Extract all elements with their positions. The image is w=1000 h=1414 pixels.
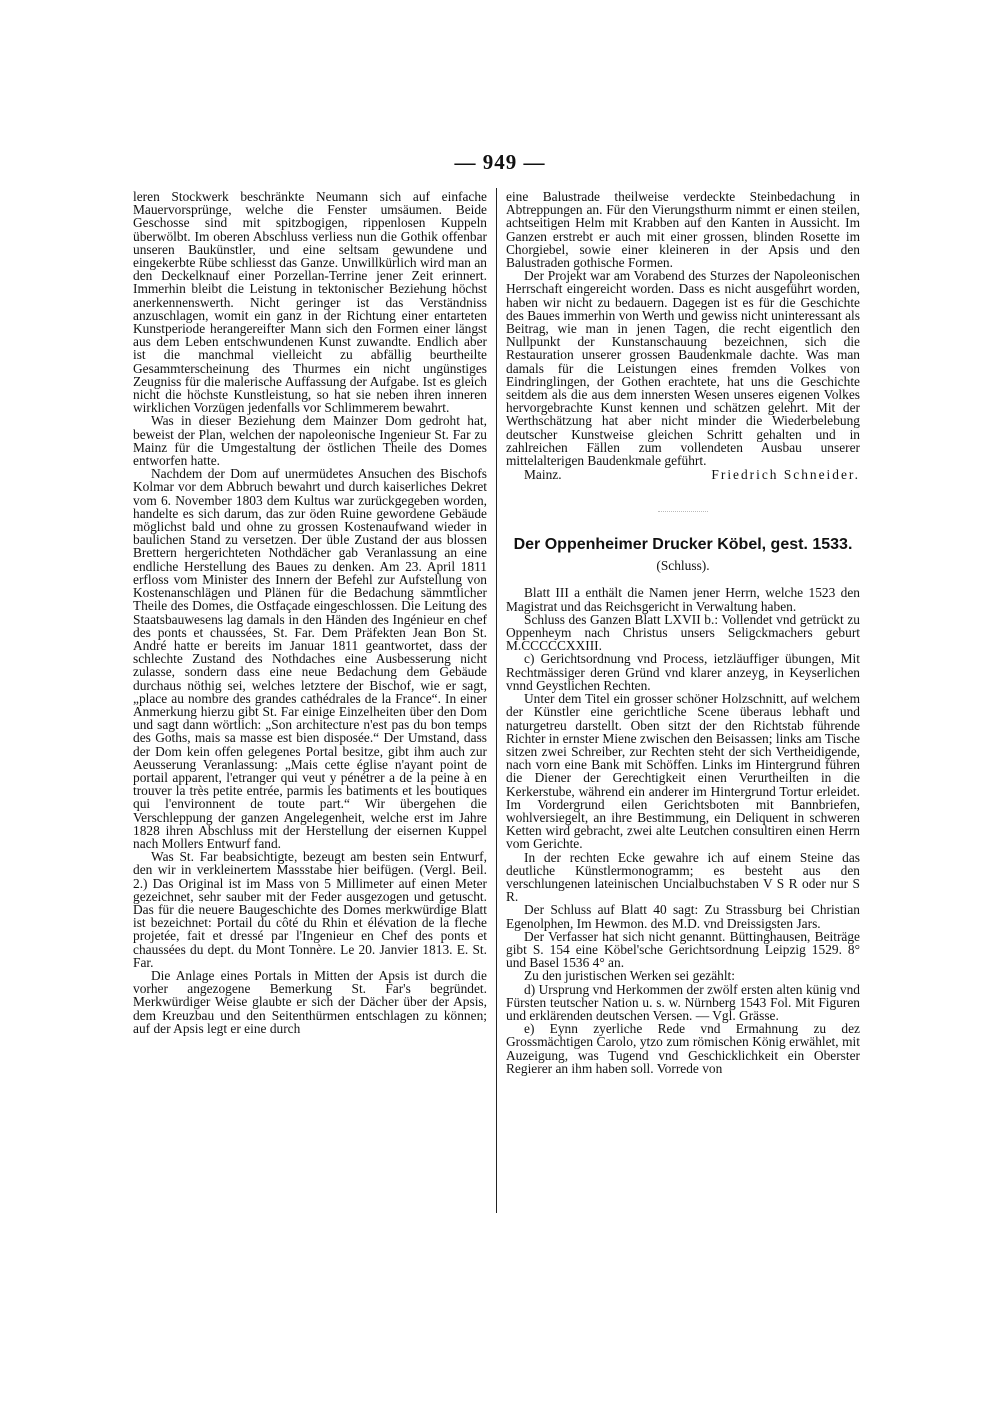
article-paragraph-9: d) Ursprung vnd Herkommen der zwölf ersten alten künig vnd Fürsten teutscher Nation u. s. w. Nürnberg 1543 Fol. Mit Figuren und erklärenden deutschen Versen. — Vgl. Grässe.	[506, 981, 860, 1023]
left-column	[133, 190, 487, 1035]
article-paragraph-2: Schluss des Ganzen Blatt LXVII b.: Vollendet vnd getrückt zu Oppenheym nach Christus unsers Seligckmachers geburt M.CCCCCXXIII.	[506, 611, 860, 654]
right-paragraph-1: eine Balustrade theilweise verdeckte Steinbedachung in Abtreppungen an. Für den Vierungsthurm nimmt er einen steilen, achtseitigen Helm mit Krabben auf den Kanten in Aussicht. Im Ganzen erstrebt er auch mit einer grossen, blinden Rosette im Chorgiebel, sowie einer kleineren in der Apsis und den Balustraden gothische Formen.	[506, 189, 860, 271]
left-paragraph-1: leren Stockwerk beschränkte Neumann sich auf einfache Mauervorsprünge, welche die Fenster umsäumen. Beide Geschosse sind mit spitzbogigen, rippenlosen Kuppeln überwölbt. Im oberen Abschluss verliess nun die Gothik offenbar unseren Baukünstler, und eine seltsam gewundene und eingekerbte Rübe schliesst das Ganze. Unwillkürlich wird man an den Deckelknauf einer Porzellan-Terrine jener Zeit erinnert. Immerhin bleibt die Leistung in tektonischer Beziehung höchst anerkennenswerth. Nicht geringer ist das Verständniss anzuschlagen, womit ein ganz in der Richtung einer entarteten Kunstperiode herangereifter Mann sich den Formen einer längst aus dem Leben entschwundenen Kunst zuwandte. Endlich aber ist die manchmal vielleicht zu abfällig beurtheilte Gesammterscheinung des Thurmes ein nicht ungünstiges Zeugniss für die malerische Auffassung der Aufgabe. Ist es gleich nicht die höchste Kunstleistung, so hat sie neben ihren inneren wirklichen Vorzügen jedenfalls vor Schlimmerem bewahrt.	[133, 189, 487, 416]
article-subtitle: (Schluss).	[656, 558, 710, 574]
right-column	[506, 190, 860, 1075]
article-paragraph-10: e) Eynn zyerliche Rede vnd Ermahnung zu dez Grossmächtigen Carolo, ytzo zum römischen König erwählet, mit Auzeigung, was Tugend vnd Geschicklichkeit ein Oberster Regierer an ihm haben soll. Vorrede von	[506, 1021, 860, 1076]
signature-author: Friedrich Schneider.	[711, 467, 860, 483]
article-paragraph-6: Der Schluss auf Blatt 40 sagt: Zu Strassburg bei Christian Egenolphen, Im Hewmon. des M.D. vnd Dreissigsten Jars.	[506, 902, 860, 931]
article-paragraph-8: Zu den juristischen Werken sei gezählt:	[524, 968, 735, 984]
article-paragraph-4: Unter dem Titel ein grosser schöner Holzschnitt, auf welchem der Künstler eine gerichtliche Scene überaus lebhaft und naturgetreu darstellt. Oben sitzt der den Richtstab führende Richter in ernster Miene zwischen den Beisassen; links am Tische sitzen zwei Schreiber, zur Rechten steht der sich Vertheidigende, nach vorn eine Bank mit Schöffen. Links im Hintergrund führen die Diener der Gerechtigkeit einen Verurtheilten in die Kerkerstube, während ein anderer im Hintergrund Tortur erleidet. Im Vordergrund eilen Gerichtsboten mit Bannbriefen, wohlversiegelt, an ihre Bestimmung, ein Deliquent in schweren Ketten wird gebracht, zwei alte Leutchen consultiren einen Herrn vom Gerichte.	[506, 691, 860, 852]
left-paragraph-5: Die Anlage eines Portals in Mitten der Apsis ist durch die vorher angezogene Bemerkung St. Far's begründet. Merkwürdiger Weise glaubte er sich der Dächer über der Apsis, dem Kreuzbau und den Seitenthürmen entschlagen zu können; auf der Apsis legt er eine durch	[133, 967, 487, 1036]
left-paragraph-3: Nachdem der Dom auf unermüdetes Ansuchen des Bischofs Kolmar vor dem Abbruch bewahrt und durch kaiserliches Dekret vom 6. November 1803 dem Kultus war zurückgegeben worden, handelte es sich darum, das zur öden Ruine gewordene Gebäude möglichst bald und ohne zu grossen Kostenaufwand wieder in baulichen Stand zu versetzen. Der üble Zustand der aus blossen Brettern hergerichteten Nothdächer gab Veranlassung an eine endliche Herstellung des Baues zu denken. Am 23. April 1811 erfloss vom Minister des Innern der Befehl zur Aufstellung von Kostenanschlägen und Plänen für die Bedachung sämmtlicher Theile des Domes, die Ostfaçade eingeschlossen. Die Leitung des Staatsbauwesens lag damals in den Händen des Ingénieur en chef des ponts et chaussées, St. Far. Dem Präfekten Jean Bon St. André hatte er bereits im Januar 1811 geantwortet, dass der schlechte Zustand des Nothdaches eine Ausbesserung nicht zulasse, sondern dass eine neue Bedachung dem Gebäude durchaus nöthig sei, welches letztere der Bischof, wie er sagt, „place au nombre des grandes cathédrales de la France“. In einer Anmerkung hierzu gibt St. Far einige Einzelheiten über den Dom und sagt dann wörtlich: „Son architecture n'est pas du bon temps des Goths, mais sa masse est bien disposée.“ Der Umstand, dass der Dom kein offen gelegenes Portal besitze, gibt ihm auch zur Aeusserung Veranlassung: „Mais cette église n'ayant point de portail apparent, l'etranger qui veut y pénétrer a de la peine à en trouver la très petite entrée, parmis les batiments et les boutiques qui l'environnent de toute part.“ Wir übergehen die Verschleppung der ganzen Angelegenheit, welche erst im Jahre 1828 ihren Abschluss mit der Herstellung der eisernen Kuppel nach Mollers Entwurf fand.	[133, 466, 487, 851]
right-paragraph-2: Der Projekt war am Vorabend des Sturzes der Napoleonischen Herrschaft eingereicht worden. Dass es nicht ausgeführt worden, haben wir nicht zu bedauern. Dagegen ist es für die Geschichte des Baues immerhin von Werth und gewiss nicht uninteressant als Beitrag, wie man in jenen Tagen, die recht eigentlich den Nullpunkt der Kunstanschauung bezeichnen, sich die Restauration unserer grossen Baudenkmale dachte. Was man damals für die Leistungen eines fremden Volkes von Eindringlingen, der Gothen erachtete, hat uns die Geschichte seitdem als die aus dem innersten Wesen unseres eigenen Volkes hervorgebrachte Kunst kennen und schätzen gelehrt. Mit der Werthschätzung hat aber nicht minder die Wiederbelebung deutscher Kunstweise gleichen Schritt gehalten und in zahlreichen Fällen zum vollendeten Ausbau unserer mittelalterigen Baudenkmale geführt.	[506, 268, 860, 469]
left-paragraph-2: Was in dieser Beziehung dem Mainzer Dom gedroht hat, beweist der Plan, welchen der napoleonische Ingenieur St. Far zu Mainz für die Umgestaltung der östlichen Theile des Domes entworfen hatte.	[133, 413, 487, 469]
signature-place: Mainz.	[524, 467, 562, 483]
column-divider	[496, 188, 497, 1213]
left-paragraph-4: Was St. Far beabsichtigte, bezeugt am besten sein Entwurf, den wir in verkleinertem Massstabe hier beifügen. (Vergl. Beil. 2.) Das Original ist im Mass von 5 Millimeter auf einen Meter gezeichnet, sehr sauber mit der Feder ausgezogen und getuscht. Das für die neuere Baugeschichte des Domes merkwürdige Blatt ist bezeichnet: Portail du côté du Rhin et élévation de la fleche projetée, fait et dressé par l'Ingenieur en Chef des ponts et chaussées du dept. du Mont Tonnère. Le 20. Janvier 1813. E. St. Far.	[133, 849, 487, 970]
article-paragraph-5: In der rechten Ecke gewahre ich auf einem Steine das deutliche Künstlermonogramm; es besteht aus den verschlungenen lateinischen Uncialbuchstaben V S R oder nur S R.	[506, 849, 860, 905]
signature-line	[506, 468, 860, 481]
article-title: Der Oppenheimer Drucker Köbel, gest. 1533.	[513, 536, 853, 554]
section-divider	[658, 511, 708, 512]
article-paragraph-7: Der Verfasser hat sich nicht genannt. Büttinghausen, Beiträge gibt S. 154 eine Köbel'sche Gerichtsordnung Leipzig 1529. 8° und Basel 1536 4° an.	[506, 928, 860, 971]
article-paragraph-1: Blatt III a enthält die Namen jener Herrn, welche 1523 den Magistrat und das Reichsgericht in Verwaltung haben.	[506, 585, 860, 614]
article-paragraph-3: c) Gerichtsordnung vnd Process, ietzläuffiger übungen, Mit Rechtmässiger deren Gründ vnd klarer anzeyg, in Keyserlichen vnnd Geystlichen Rechten.	[506, 651, 860, 693]
page-number: — 949 —	[454, 150, 546, 174]
